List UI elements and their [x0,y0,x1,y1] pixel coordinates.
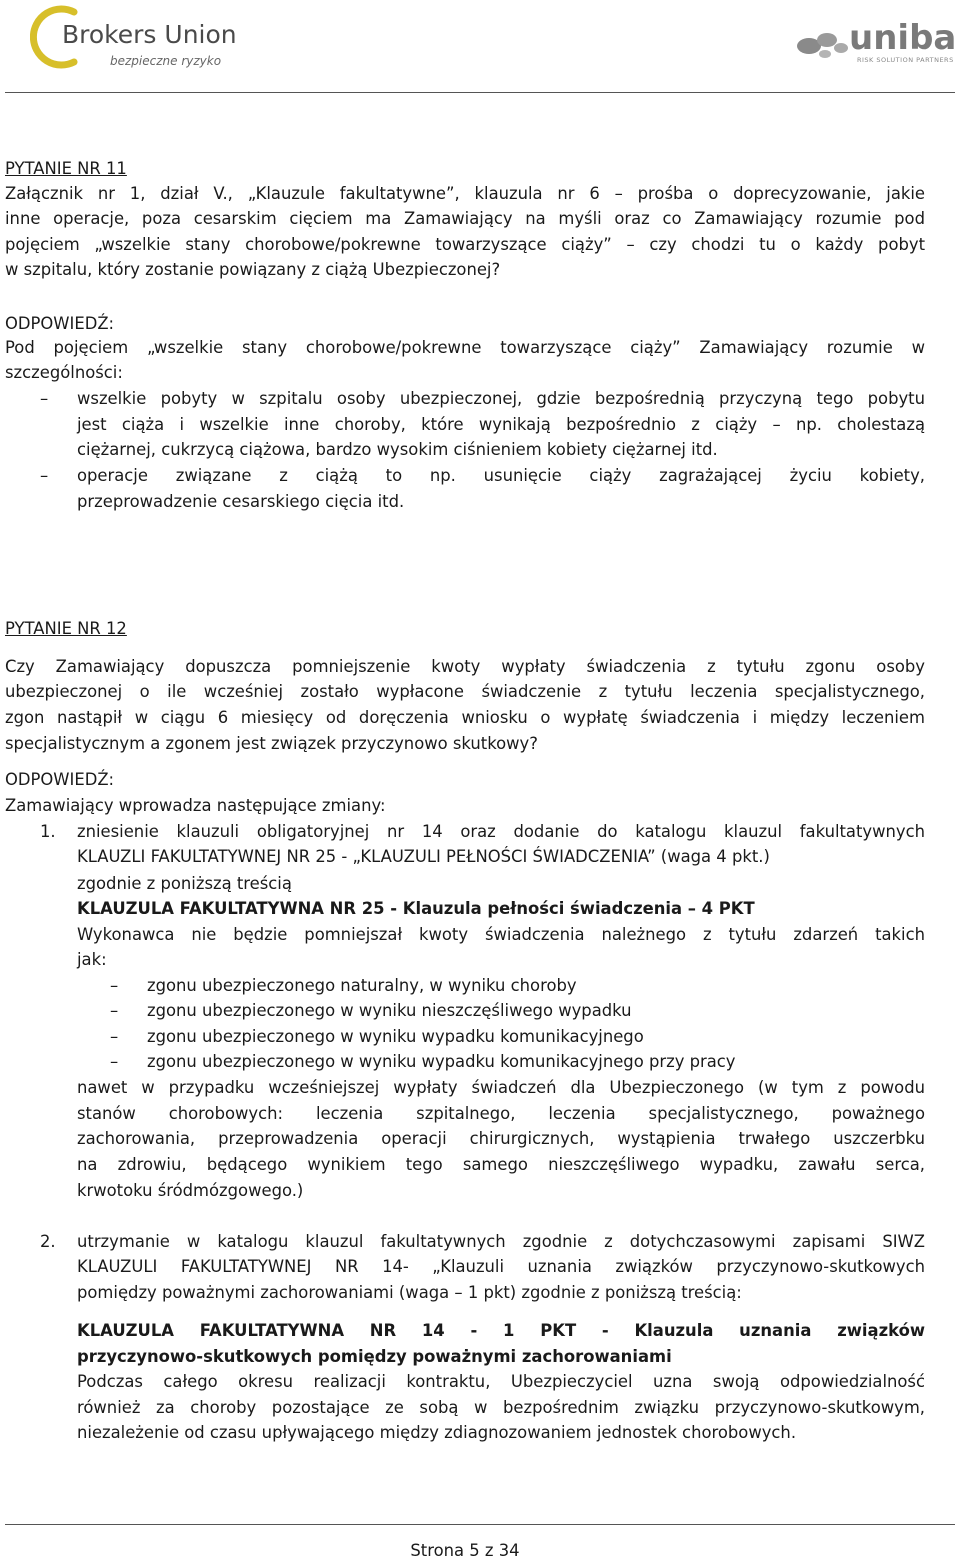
item-1-line: KLAUZLI FAKULTATYWNEJ NR 25 - „KLAUZULI PEŁNOŚCI ŚWIADCZENIA” (waga 4 pkt.) [77,847,770,866]
clause-25-bullet: zgonu ubezpieczonego w wyniku wypadku komunikacyjnego [147,1027,644,1046]
question-12-line: Czy Zamawiający dopuszcza pomniejszenie kwoty wypłaty świadczenia z tytułu zgonu osoby [5,657,925,676]
question-11-line: pojęciem „wszelkie stany chorobowe/pokrewne towarzyszące ciąży” – czy chodzi tu o każdy pobyt [5,235,925,254]
list-number: 2. [40,1232,56,1251]
answer-11-line: Pod pojęciem „wszelkie stany chorobowe/pokrewne towarzyszące ciąży” Zamawiający rozumie w [5,338,925,357]
clause-25-bullet: zgonu ubezpieczonego w wyniku nieszczęśliwego wypadku [147,1001,632,1020]
bullet-dash: – [40,389,49,408]
clause-25-bullet: zgonu ubezpieczonego w wyniku wypadku komunikacyjnego przy pracy [147,1052,736,1071]
answer-11-bullet-line: operacje związane z ciążą to np. usunięcie ciąży zagrażającej życiu kobiety, [77,466,925,485]
answer-11-bullet-line: przeprowadzenie cesarskiego cięcia itd. [77,492,405,511]
item-1-line: zniesienie klauzuli obligatoryjnej nr 14 oraz dodanie do katalogu klauzul fakultatywnych [77,822,925,841]
bullet-dash: – [40,466,49,485]
question-12-line: specjalistycznym a zgonem jest związek przyczynowo skutkowy? [5,734,538,753]
brokers-union-name: Brokers Union [62,20,237,49]
answer-11-bullet-line: jest ciąża i wszelkie inne choroby, które wynikają bezpośrednio z ciąży – np. cholestazą [77,415,925,434]
bullet-dash: – [110,1027,119,1046]
question-12-title: PYTANIE NR 12 [5,619,127,638]
question-11-line: Załącznik nr 1, dział V., „Klauzule fakultatywne”, klauzula nr 6 – prośba o doprecyzowanie, jakie [5,184,925,203]
clause-25-after: na zdrowiu, będącego wynikiem tego samego nieszczęśliwego wypadku, zawału serca, [77,1155,925,1174]
item-1-line: zgodnie z poniższą treścią [77,874,292,893]
list-number: 1. [40,822,56,841]
clause-14-body: Podczas całego okresu realizacji kontraktu, Ubezpieczyciel uzna swoją odpowiedzialność [77,1372,925,1391]
bullet-dash: – [110,1001,119,1020]
answer-12-intro: Zamawiający wprowadza następujące zmiany: [5,796,386,815]
answer-11-label: ODPOWIEDŹ: [5,314,115,333]
clause-14-body: również za choroby pozostające ze sobą w bezpośrednim związku przyczynowo-skutkowym, [77,1398,925,1417]
question-11-title: PYTANIE NR 11 [5,159,127,178]
uniba-name: uniba [849,18,957,58]
clause-25-bullet: zgonu ubezpieczonego naturalny, w wyniku choroby [147,976,577,995]
answer-12-label: ODPOWIEDŹ: [5,770,115,789]
uniba-tagline: RISK SOLUTION PARTNERS [857,56,954,64]
clause-25-title: KLAUZULA FAKULTATYWNA NR 25 - Klauzula pełności świadczenia – 4 PKT [77,899,755,918]
question-11-line: w szpitalu, który zostanie powiązany z ciążą Ubezpieczonej? [5,260,501,279]
header-divider [5,92,955,93]
answer-11-bullet-line: ciężarnej, cukrzycą ciążowa, bardzo wysokim ciśnieniem kobiety ciężarnej itd. [77,440,718,459]
clause-25-after: krwotoku śródmózgowego.) [77,1181,304,1200]
question-11-line: inne operacje, poza cesarskim cięciem ma Zamawiający na myśli oraz co Zamawiający rozumie pod [5,209,925,228]
footer-divider [5,1524,955,1525]
clause-25-after: stanów chorobowych: leczenia szpitalnego, leczenia specjalistycznego, poważnego [77,1104,925,1123]
clause-14-title: KLAUZULA FAKULTATYWNA NR 14 - 1 PKT - Klauzula uznania związków [77,1321,925,1340]
clause-25-after: nawet w przypadku wcześniejszej wypłaty świadczeń dla Ubezpieczonego (w tym z powodu [77,1078,925,1097]
question-12-line: ubezpieczonej o ile wcześniej zostało wypłacone świadczenie z tytułu leczenia specjalistycznego, [5,682,925,701]
bullet-dash: – [110,1052,119,1071]
brokers-union-logo [30,2,290,72]
clause-14-title: przyczynowo-skutkowych pomiędzy poważnymi zachorowaniami [77,1347,672,1366]
brokers-union-tagline: bezpieczne ryzyko [110,54,222,68]
clause-25-after: zachorowania, przeprowadzenia operacji chirurgicznych, wystąpienia trwałego uszczerbku [77,1129,925,1148]
uniba-dots-icon [795,24,850,64]
clause-14-body: niezależenie od czasu upływającego między zdiagnozowaniem jednostek chorobowych. [77,1423,797,1442]
clause-25-intro: Wykonawca nie będzie pomniejszał kwoty świadczenia należnego z tytułu zdarzeń takich [77,925,925,944]
item-2-line: KLAUZULI FAKULTATYWNEJ NR 14- „Klauzuli uznania związków przyczynowo-skutkowych [77,1257,925,1276]
answer-11-line: szczególności: [5,363,123,382]
answer-11-bullet-line: wszelkie pobyty w szpitalu osoby ubezpieczonej, gdzie bezpośrednią przyczyną tego pobytu [77,389,925,408]
item-2-line: pomiędzy poważnymi zachorowaniami (waga – 1 pkt) zgodnie z poniższą treścią: [77,1283,742,1302]
uniba-logo [795,18,960,68]
page-number: Strona 5 z 34 [410,1541,520,1560]
item-2-line: utrzymanie w katalogu klauzul fakultatywnych zgodnie z dotychczasowymi zapisami SIWZ [77,1232,925,1251]
question-12-line: zgon nastąpił w ciągu 6 miesięcy od doręczenia wniosku o wypłatę świadczenia i między leczeniem [5,708,925,727]
bullet-dash: – [110,976,119,995]
clause-25-intro: jak: [77,950,107,969]
